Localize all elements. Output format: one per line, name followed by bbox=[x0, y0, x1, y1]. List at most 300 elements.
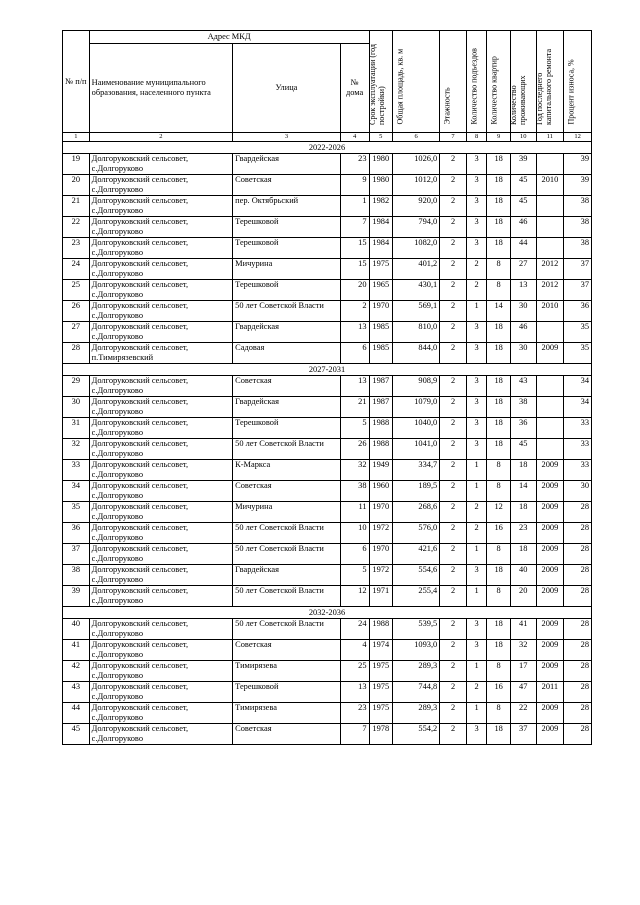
col-floors-header: Этажность bbox=[440, 31, 467, 133]
column-number: 12 bbox=[564, 133, 592, 142]
cell-area: 1082,0 bbox=[393, 238, 440, 259]
cell-last-repair: 2009 bbox=[536, 619, 564, 640]
cell-num: 21 bbox=[63, 196, 90, 217]
col-num-header: № п/п bbox=[63, 31, 90, 133]
cell-area: 430,1 bbox=[393, 280, 440, 301]
cell-apartments: 18 bbox=[487, 565, 511, 586]
cell-wear: 28 bbox=[564, 586, 592, 607]
cell-year: 1980 bbox=[369, 175, 393, 196]
cell-entrances: 3 bbox=[466, 439, 487, 460]
column-number: 7 bbox=[440, 133, 467, 142]
col-apartments-header: Количество квартир bbox=[487, 31, 511, 133]
cell-residents: 40 bbox=[510, 565, 536, 586]
cell-floors: 2 bbox=[440, 640, 467, 661]
cell-house: 24 bbox=[340, 619, 369, 640]
cell-num: 34 bbox=[63, 481, 90, 502]
cell-residents: 37 bbox=[510, 724, 536, 745]
cell-wear: 33 bbox=[564, 439, 592, 460]
column-number: 9 bbox=[487, 133, 511, 142]
cell-street: Советская bbox=[233, 724, 341, 745]
table-row bbox=[63, 376, 592, 397]
cell-floors: 2 bbox=[440, 460, 467, 481]
cell-year: 1971 bbox=[369, 586, 393, 607]
cell-apartments: 8 bbox=[487, 544, 511, 565]
cell-wear: 28 bbox=[564, 661, 592, 682]
column-number: 4 bbox=[340, 133, 369, 142]
cell-apartments: 18 bbox=[487, 619, 511, 640]
cell-year: 1984 bbox=[369, 238, 393, 259]
cell-num: 26 bbox=[63, 301, 90, 322]
cell-municipality: Долгоруковский сельсовет, с.Долгоруково bbox=[89, 238, 233, 259]
cell-year: 1970 bbox=[369, 301, 393, 322]
cell-street: 50 лет Советской Власти bbox=[233, 619, 341, 640]
cell-residents: 20 bbox=[510, 586, 536, 607]
cell-apartments: 8 bbox=[487, 586, 511, 607]
cell-apartments: 18 bbox=[487, 439, 511, 460]
table-row bbox=[63, 460, 592, 481]
cell-street: Гвардейская bbox=[233, 565, 341, 586]
table-row bbox=[63, 280, 592, 301]
cell-entrances: 3 bbox=[466, 196, 487, 217]
cell-num: 32 bbox=[63, 439, 90, 460]
cell-floors: 2 bbox=[440, 586, 467, 607]
cell-year: 1949 bbox=[369, 460, 393, 481]
period-label: 2022-2026 bbox=[63, 142, 592, 154]
cell-floors: 2 bbox=[440, 301, 467, 322]
cell-floors: 2 bbox=[440, 238, 467, 259]
cell-house: 7 bbox=[340, 724, 369, 745]
cell-wear: 28 bbox=[564, 682, 592, 703]
cell-municipality: Долгоруковский сельсовет, с.Долгоруково bbox=[89, 640, 233, 661]
cell-house: 15 bbox=[340, 238, 369, 259]
cell-house: 1 bbox=[340, 196, 369, 217]
cell-area: 554,2 bbox=[393, 724, 440, 745]
cell-street: Советская bbox=[233, 175, 341, 196]
cell-entrances: 2 bbox=[466, 523, 487, 544]
cell-house: 13 bbox=[340, 682, 369, 703]
cell-residents: 27 bbox=[510, 259, 536, 280]
cell-year: 1972 bbox=[369, 523, 393, 544]
cell-num: 40 bbox=[63, 619, 90, 640]
cell-area: 1012,0 bbox=[393, 175, 440, 196]
cell-year: 1988 bbox=[369, 439, 393, 460]
cell-residents: 14 bbox=[510, 481, 536, 502]
col-house-header: № дома bbox=[340, 44, 369, 133]
cell-street: Гвардейская bbox=[233, 397, 341, 418]
cell-entrances: 3 bbox=[466, 619, 487, 640]
cell-street: Советская bbox=[233, 481, 341, 502]
cell-floors: 2 bbox=[440, 724, 467, 745]
cell-residents: 22 bbox=[510, 703, 536, 724]
cell-house: 6 bbox=[340, 343, 369, 364]
table-row bbox=[63, 661, 592, 682]
table-row bbox=[63, 259, 592, 280]
cell-entrances: 1 bbox=[466, 586, 487, 607]
col-municipality-header: Наименование муниципального образования, населенного пункта bbox=[89, 44, 233, 133]
cell-last-repair bbox=[536, 196, 564, 217]
cell-wear: 33 bbox=[564, 418, 592, 439]
table-row bbox=[63, 724, 592, 745]
cell-floors: 2 bbox=[440, 502, 467, 523]
cell-house: 2 bbox=[340, 301, 369, 322]
cell-year: 1970 bbox=[369, 502, 393, 523]
cell-area: 1040,0 bbox=[393, 418, 440, 439]
cell-house: 10 bbox=[340, 523, 369, 544]
cell-year: 1988 bbox=[369, 418, 393, 439]
cell-num: 44 bbox=[63, 703, 90, 724]
column-number: 2 bbox=[89, 133, 233, 142]
cell-last-repair: 2009 bbox=[536, 661, 564, 682]
cell-street: 50 лет Советской Власти bbox=[233, 544, 341, 565]
cell-floors: 2 bbox=[440, 154, 467, 175]
cell-house: 32 bbox=[340, 460, 369, 481]
cell-residents: 47 bbox=[510, 682, 536, 703]
table-row bbox=[63, 619, 592, 640]
cell-house: 11 bbox=[340, 502, 369, 523]
cell-house: 26 bbox=[340, 439, 369, 460]
cell-last-repair: 2011 bbox=[536, 682, 564, 703]
cell-year: 1987 bbox=[369, 397, 393, 418]
cell-floors: 2 bbox=[440, 661, 467, 682]
cell-year: 1974 bbox=[369, 640, 393, 661]
table-row bbox=[63, 154, 592, 175]
cell-entrances: 1 bbox=[466, 544, 487, 565]
cell-year: 1987 bbox=[369, 376, 393, 397]
column-number: 11 bbox=[536, 133, 564, 142]
cell-wear: 35 bbox=[564, 322, 592, 343]
cell-wear: 28 bbox=[564, 640, 592, 661]
cell-year: 1960 bbox=[369, 481, 393, 502]
cell-floors: 2 bbox=[440, 439, 467, 460]
cell-entrances: 3 bbox=[466, 397, 487, 418]
cell-street: Гвардейская bbox=[233, 322, 341, 343]
cell-last-repair: 2009 bbox=[536, 565, 564, 586]
table-body bbox=[63, 133, 592, 745]
cell-entrances: 3 bbox=[466, 376, 487, 397]
cell-street: Мичурина bbox=[233, 502, 341, 523]
cell-last-repair: 2009 bbox=[536, 481, 564, 502]
table-row bbox=[63, 640, 592, 661]
cell-area: 1093,0 bbox=[393, 640, 440, 661]
cell-house: 13 bbox=[340, 322, 369, 343]
cell-apartments: 18 bbox=[487, 724, 511, 745]
cell-apartments: 12 bbox=[487, 502, 511, 523]
col-year-header: Срок эксплуатации (год постройки) bbox=[369, 31, 393, 133]
cell-last-repair bbox=[536, 439, 564, 460]
cell-year: 1982 bbox=[369, 196, 393, 217]
cell-apartments: 8 bbox=[487, 481, 511, 502]
cell-num: 29 bbox=[63, 376, 90, 397]
cell-apartments: 18 bbox=[487, 322, 511, 343]
cell-apartments: 18 bbox=[487, 238, 511, 259]
cell-apartments: 18 bbox=[487, 397, 511, 418]
cell-street: 50 лет Советской Власти bbox=[233, 523, 341, 544]
cell-municipality: Долгоруковский сельсовет, с.Долгоруково bbox=[89, 661, 233, 682]
cell-year: 1975 bbox=[369, 661, 393, 682]
cell-street: Советская bbox=[233, 376, 341, 397]
cell-municipality: Долгоруковский сельсовет, с.Долгоруково bbox=[89, 322, 233, 343]
cell-num: 23 bbox=[63, 238, 90, 259]
cell-street: Тимирязева bbox=[233, 661, 341, 682]
cell-last-repair: 2009 bbox=[536, 460, 564, 481]
cell-apartments: 18 bbox=[487, 154, 511, 175]
cell-wear: 38 bbox=[564, 238, 592, 259]
cell-entrances: 1 bbox=[466, 460, 487, 481]
cell-last-repair: 2010 bbox=[536, 301, 564, 322]
cell-num: 24 bbox=[63, 259, 90, 280]
cell-floors: 2 bbox=[440, 343, 467, 364]
cell-entrances: 3 bbox=[466, 238, 487, 259]
cell-last-repair bbox=[536, 217, 564, 238]
table-row bbox=[63, 301, 592, 322]
cell-wear: 38 bbox=[564, 196, 592, 217]
cell-house: 7 bbox=[340, 217, 369, 238]
cell-residents: 46 bbox=[510, 322, 536, 343]
cell-street: пер. Октябрьский bbox=[233, 196, 341, 217]
cell-house: 20 bbox=[340, 280, 369, 301]
cell-year: 1972 bbox=[369, 565, 393, 586]
cell-floors: 2 bbox=[440, 259, 467, 280]
cell-municipality: Долгоруковский сельсовет, с.Долгоруково bbox=[89, 259, 233, 280]
cell-residents: 13 bbox=[510, 280, 536, 301]
cell-last-repair: 2009 bbox=[536, 586, 564, 607]
cell-house: 23 bbox=[340, 154, 369, 175]
cell-residents: 18 bbox=[510, 502, 536, 523]
cell-num: 33 bbox=[63, 460, 90, 481]
column-number: 10 bbox=[510, 133, 536, 142]
cell-wear: 33 bbox=[564, 460, 592, 481]
cell-last-repair: 2009 bbox=[536, 703, 564, 724]
cell-residents: 46 bbox=[510, 217, 536, 238]
cell-apartments: 18 bbox=[487, 175, 511, 196]
cell-floors: 2 bbox=[440, 565, 467, 586]
cell-house: 9 bbox=[340, 175, 369, 196]
col-residents-header: Количество проживающих bbox=[510, 31, 536, 133]
cell-floors: 2 bbox=[440, 397, 467, 418]
table-row bbox=[63, 502, 592, 523]
address-group-header: Адрес МКД bbox=[89, 31, 369, 44]
cell-area: 401,2 bbox=[393, 259, 440, 280]
cell-municipality: Долгоруковский сельсовет, с.Долгоруково bbox=[89, 154, 233, 175]
cell-residents: 23 bbox=[510, 523, 536, 544]
cell-last-repair bbox=[536, 238, 564, 259]
cell-wear: 28 bbox=[564, 703, 592, 724]
cell-entrances: 3 bbox=[466, 217, 487, 238]
cell-apartments: 8 bbox=[487, 280, 511, 301]
cell-municipality: Долгоруковский сельсовет, с.Долгоруково bbox=[89, 502, 233, 523]
cell-house: 12 bbox=[340, 586, 369, 607]
cell-year: 1975 bbox=[369, 259, 393, 280]
cell-num: 27 bbox=[63, 322, 90, 343]
cell-num: 42 bbox=[63, 661, 90, 682]
cell-apartments: 14 bbox=[487, 301, 511, 322]
cell-residents: 39 bbox=[510, 154, 536, 175]
cell-num: 31 bbox=[63, 418, 90, 439]
cell-last-repair bbox=[536, 397, 564, 418]
col-last-repair-header: Год последнего капитального ремонта bbox=[536, 31, 564, 133]
cell-year: 1985 bbox=[369, 343, 393, 364]
cell-year: 1970 bbox=[369, 544, 393, 565]
cell-municipality: Долгоруковский сельсовет, с.Долгоруково bbox=[89, 523, 233, 544]
cell-residents: 45 bbox=[510, 196, 536, 217]
cell-house: 4 bbox=[340, 640, 369, 661]
cell-area: 810,0 bbox=[393, 322, 440, 343]
cell-street: 50 лет Советской Власти bbox=[233, 301, 341, 322]
cell-street: Терешковой bbox=[233, 418, 341, 439]
cell-municipality: Долгоруковский сельсовет, с.Долгоруково bbox=[89, 301, 233, 322]
cell-floors: 2 bbox=[440, 703, 467, 724]
cell-municipality: Долгоруковский сельсовет, с.Долгоруково bbox=[89, 217, 233, 238]
cell-entrances: 1 bbox=[466, 481, 487, 502]
period-label: 2027-2031 bbox=[63, 364, 592, 376]
cell-municipality: Долгоруковский сельсовет, с.Долгоруково bbox=[89, 544, 233, 565]
cell-entrances: 3 bbox=[466, 565, 487, 586]
cell-entrances: 3 bbox=[466, 640, 487, 661]
cell-residents: 41 bbox=[510, 619, 536, 640]
table-row bbox=[63, 565, 592, 586]
cell-entrances: 3 bbox=[466, 322, 487, 343]
cell-area: 189,5 bbox=[393, 481, 440, 502]
cell-house: 13 bbox=[340, 376, 369, 397]
cell-year: 1980 bbox=[369, 154, 393, 175]
cell-apartments: 16 bbox=[487, 682, 511, 703]
cell-house: 25 bbox=[340, 661, 369, 682]
cell-wear: 28 bbox=[564, 619, 592, 640]
table-row bbox=[63, 682, 592, 703]
cell-last-repair: 2009 bbox=[536, 502, 564, 523]
cell-area: 908,9 bbox=[393, 376, 440, 397]
table-row bbox=[63, 196, 592, 217]
cell-entrances: 2 bbox=[466, 280, 487, 301]
col-street-header: Улица bbox=[233, 44, 341, 133]
cell-area: 268,6 bbox=[393, 502, 440, 523]
period-row bbox=[63, 364, 592, 376]
cell-residents: 38 bbox=[510, 397, 536, 418]
cell-floors: 2 bbox=[440, 175, 467, 196]
cell-area: 569,1 bbox=[393, 301, 440, 322]
cell-floors: 2 bbox=[440, 418, 467, 439]
cell-entrances: 3 bbox=[466, 724, 487, 745]
cell-entrances: 3 bbox=[466, 154, 487, 175]
cell-num: 36 bbox=[63, 523, 90, 544]
period-label: 2032-2036 bbox=[63, 607, 592, 619]
cell-floors: 2 bbox=[440, 376, 467, 397]
cell-entrances: 3 bbox=[466, 175, 487, 196]
cell-municipality: Долгоруковский сельсовет, с.Долгоруково bbox=[89, 460, 233, 481]
cell-year: 1978 bbox=[369, 724, 393, 745]
cell-area: 289,3 bbox=[393, 661, 440, 682]
cell-house: 15 bbox=[340, 259, 369, 280]
table-row bbox=[63, 217, 592, 238]
cell-num: 30 bbox=[63, 397, 90, 418]
cell-num: 22 bbox=[63, 217, 90, 238]
cell-wear: 30 bbox=[564, 481, 592, 502]
cell-apartments: 18 bbox=[487, 217, 511, 238]
col-entrances-header: Количество подъездов bbox=[466, 31, 487, 133]
table-row bbox=[63, 586, 592, 607]
column-number: 8 bbox=[466, 133, 487, 142]
cell-house: 6 bbox=[340, 544, 369, 565]
cell-street: Садовая bbox=[233, 343, 341, 364]
table-row bbox=[63, 703, 592, 724]
cell-residents: 45 bbox=[510, 439, 536, 460]
cell-last-repair bbox=[536, 376, 564, 397]
cell-last-repair: 2009 bbox=[536, 523, 564, 544]
cell-wear: 38 bbox=[564, 217, 592, 238]
cell-apartments: 18 bbox=[487, 343, 511, 364]
cell-floors: 2 bbox=[440, 619, 467, 640]
cell-area: 920,0 bbox=[393, 196, 440, 217]
cell-street: Терешковой bbox=[233, 682, 341, 703]
table-row bbox=[63, 322, 592, 343]
cell-area: 576,0 bbox=[393, 523, 440, 544]
cell-apartments: 18 bbox=[487, 376, 511, 397]
cell-last-repair bbox=[536, 418, 564, 439]
table-row bbox=[63, 397, 592, 418]
cell-floors: 2 bbox=[440, 682, 467, 703]
cell-municipality: Долгоруковский сельсовет, с.Долгоруково bbox=[89, 397, 233, 418]
cell-floors: 2 bbox=[440, 523, 467, 544]
cell-entrances: 1 bbox=[466, 703, 487, 724]
cell-apartments: 18 bbox=[487, 418, 511, 439]
cell-wear: 28 bbox=[564, 565, 592, 586]
table-row bbox=[63, 343, 592, 364]
cell-house: 5 bbox=[340, 565, 369, 586]
cell-entrances: 2 bbox=[466, 259, 487, 280]
cell-street: 50 лет Советской Власти bbox=[233, 586, 341, 607]
cell-apartments: 8 bbox=[487, 460, 511, 481]
cell-area: 1041,0 bbox=[393, 439, 440, 460]
cell-municipality: Долгоруковский сельсовет, с.Долгоруково bbox=[89, 418, 233, 439]
table-row bbox=[63, 238, 592, 259]
cell-street: К-Маркса bbox=[233, 460, 341, 481]
table-row bbox=[63, 544, 592, 565]
cell-last-repair: 2012 bbox=[536, 259, 564, 280]
cell-area: 539,5 bbox=[393, 619, 440, 640]
cell-floors: 2 bbox=[440, 280, 467, 301]
cell-area: 334,7 bbox=[393, 460, 440, 481]
cell-municipality: Долгоруковский сельсовет, с.Долгоруково bbox=[89, 175, 233, 196]
cell-wear: 34 bbox=[564, 376, 592, 397]
cell-wear: 39 bbox=[564, 154, 592, 175]
cell-entrances: 2 bbox=[466, 682, 487, 703]
cell-house: 21 bbox=[340, 397, 369, 418]
cell-last-repair: 2009 bbox=[536, 544, 564, 565]
cell-municipality: Долгоруковский сельсовет, с.Долгоруково bbox=[89, 619, 233, 640]
cell-area: 1079,0 bbox=[393, 397, 440, 418]
cell-num: 38 bbox=[63, 565, 90, 586]
cell-area: 289,3 bbox=[393, 703, 440, 724]
cell-num: 19 bbox=[63, 154, 90, 175]
cell-house: 5 bbox=[340, 418, 369, 439]
cell-street: 50 лет Советской Власти bbox=[233, 439, 341, 460]
cell-wear: 35 bbox=[564, 343, 592, 364]
cell-residents: 44 bbox=[510, 238, 536, 259]
cell-municipality: Долгоруковский сельсовет, с.Долгоруково bbox=[89, 196, 233, 217]
col-wear-header: Процент износа, % bbox=[564, 31, 592, 133]
cell-municipality: Долгоруковский сельсовет, с.Долгоруково bbox=[89, 481, 233, 502]
cell-apartments: 8 bbox=[487, 703, 511, 724]
table-row bbox=[63, 439, 592, 460]
cell-municipality: Долгоруковский сельсовет, с.Долгоруково bbox=[89, 280, 233, 301]
cell-residents: 32 bbox=[510, 640, 536, 661]
cell-municipality: Долгоруковский сельсовет, с.Долгоруково bbox=[89, 565, 233, 586]
column-number: 5 bbox=[369, 133, 393, 142]
cell-area: 1026,0 bbox=[393, 154, 440, 175]
cell-entrances: 1 bbox=[466, 661, 487, 682]
cell-residents: 30 bbox=[510, 343, 536, 364]
cell-floors: 2 bbox=[440, 322, 467, 343]
